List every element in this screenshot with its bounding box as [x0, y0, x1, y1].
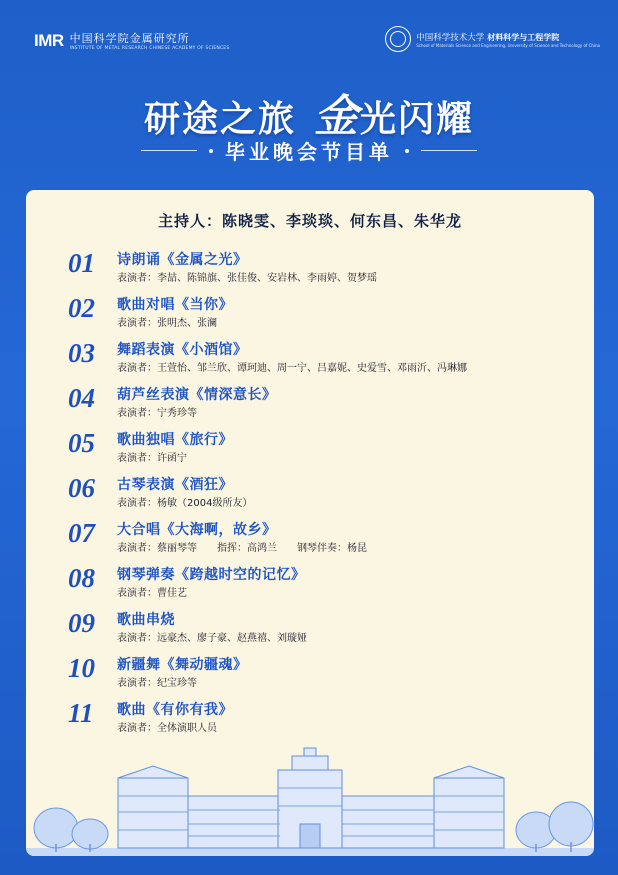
program-title: 舞蹈表演《小酒馆》 — [117, 342, 248, 358]
program-item — [26, 381, 594, 425]
program-performers: 表演者：全体演职人员 — [117, 723, 217, 734]
program-item — [26, 561, 594, 605]
program-item — [26, 246, 594, 290]
program-panel — [26, 190, 594, 856]
program-number: 06 — [68, 473, 95, 503]
program-performers: 表演者：张明杰、张澜 — [117, 318, 217, 329]
subtitle-row — [0, 136, 618, 165]
ustc-logo — [385, 26, 600, 52]
program-performers: 表演者：宁秀珍等 — [117, 408, 197, 419]
subtitle-left-rule — [141, 150, 197, 152]
program-title: 葫芦丝表演《情深意长》 — [117, 387, 277, 403]
title-jin-character: 金 — [314, 91, 360, 142]
subtitle-right-rule — [421, 150, 477, 152]
imr-name: 中国科学院金属研究所 — [69, 32, 190, 45]
hosts-line: 主持人：陈晓雯、李琰琰、何东昌、朱华龙 — [157, 212, 462, 230]
program-performers: 表演者：许函宁 — [117, 453, 187, 464]
school-name: 材料科学与工程学院 — [487, 32, 560, 42]
imr-english-name: INSTITUTE OF METAL RESEARCH CHINESE ACADEMY OF SCIENCES — [69, 46, 230, 51]
program-number: 01 — [68, 248, 95, 278]
ustc-name: 中国科学技术大学 — [416, 32, 485, 43]
program-number: 03 — [68, 338, 95, 368]
program-item — [26, 291, 594, 335]
subtitle-left-dot — [209, 149, 213, 153]
program-title: 歌曲对唱《当你》 — [117, 297, 233, 313]
ustc-seal-icon — [385, 26, 411, 52]
building-illustration — [26, 744, 594, 856]
program-title: 古琴表演《酒狂》 — [117, 477, 233, 493]
program-title: 歌曲《有你有我》 — [117, 702, 233, 718]
program-number: 08 — [68, 563, 95, 593]
program-number: 04 — [68, 383, 95, 413]
program-number: 05 — [68, 428, 95, 458]
program-performers: 表演者：远豪杰、廖子豪、赵燕禧、刘璇娅 — [117, 633, 307, 644]
program-item — [26, 426, 594, 470]
title-part-2: 光闪耀 — [360, 99, 475, 140]
school-english-name: School of Materials Science and Engineering, University of Science and Technology of China — [416, 42, 600, 48]
program-performers: 表演者：杨敏（2004级所友） — [117, 498, 253, 509]
page-subtitle: 毕业晚会节目单 — [225, 140, 393, 164]
program-item — [26, 606, 594, 650]
program-number: 07 — [68, 518, 95, 548]
program-item — [26, 471, 594, 515]
program-item — [26, 651, 594, 695]
program-performers: 表演者：曹佳艺 — [117, 588, 187, 599]
program-performers: 表演者：王萱怡、邹兰欣、谭珂迪、周一宁、吕嘉妮、史爱雪、邓雨沂、冯琳娜 — [117, 363, 467, 374]
program-item — [26, 516, 594, 560]
program-title: 大合唱《大海啊，故乡》 — [117, 522, 277, 538]
program-performers: 表演者：蔡丽琴等 指挥：高鸿兰 钢琴伴奏：杨昆 — [117, 543, 367, 554]
program-title: 新疆舞《舞动疆魂》 — [117, 657, 248, 673]
program-item — [26, 696, 594, 740]
program-title: 诗朗诵《金属之光》 — [117, 252, 248, 268]
main-title — [0, 80, 618, 144]
title-part-1: 研途之旅 — [143, 99, 296, 140]
program-title: 歌曲独唱《旅行》 — [117, 432, 233, 448]
program-performers: 表演者：纪宝珍等 — [117, 678, 197, 689]
program-item — [26, 336, 594, 380]
program-number: 09 — [68, 608, 95, 638]
program-number: 11 — [68, 698, 94, 728]
program-number: 10 — [68, 653, 95, 683]
program-title: 歌曲串烧 — [117, 612, 175, 628]
program-number: 02 — [68, 293, 95, 323]
imr-logo-mark: IMR — [34, 30, 64, 50]
subtitle-right-dot — [405, 149, 409, 153]
imr-logo — [34, 30, 229, 51]
program-performers: 表演者：李喆、陈锦旗、张佳俊、安岩林、李雨婷、贺梦瑶 — [117, 273, 377, 284]
program-title: 钢琴弹奏《跨越时空的记忆》 — [117, 567, 306, 583]
poster-header — [0, 0, 618, 190]
